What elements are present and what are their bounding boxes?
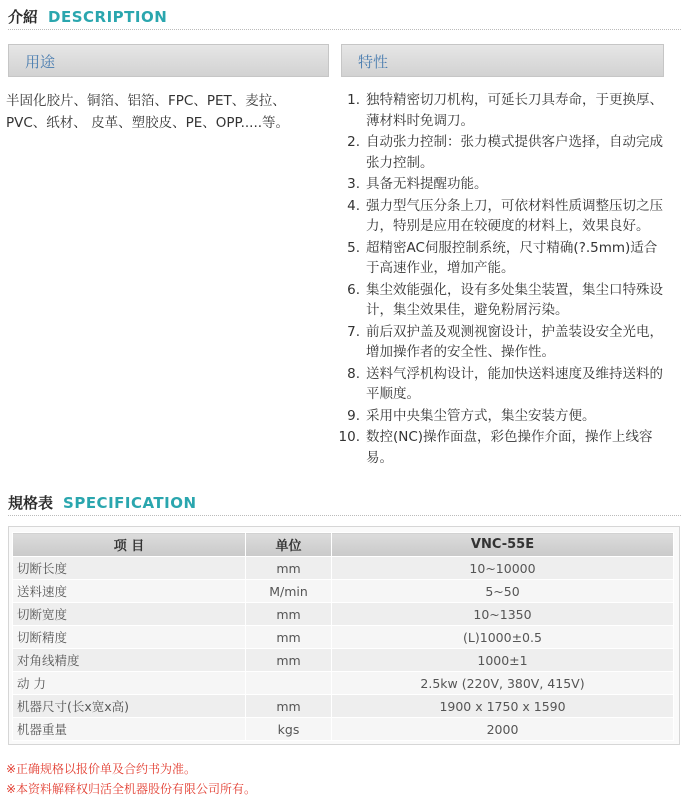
feature-item xyxy=(330,364,670,405)
feature-text: 采用中央集尘管方式，集尘安装方便。 xyxy=(366,407,596,424)
spec-row xyxy=(13,718,674,741)
spec-value-cell: 5~50 xyxy=(332,580,674,603)
spec-row xyxy=(13,695,674,718)
features-tab-label: 特性 xyxy=(358,53,389,71)
feature-number: 1. xyxy=(347,92,360,108)
feature-text: 独特精密切刀机构，可延长刀具寿命，于更换厚、薄材料时免调刀。 xyxy=(366,92,663,129)
feature-text: 超精密AC伺服控制系统，尺寸精确(?.5mm)适合于高速作业，增加产能。 xyxy=(366,239,658,276)
divider xyxy=(8,515,681,516)
features-tab xyxy=(341,44,664,77)
feature-number: 2. xyxy=(347,134,360,150)
feature-number: 10. xyxy=(338,429,360,445)
feature-item xyxy=(330,427,670,468)
spec-value-cell: (L)1000±0.5 xyxy=(332,626,674,649)
spec-item-cell: 机器尺寸(长x宽x高) xyxy=(13,695,246,718)
note-spec-basis: ※正确规格以报价单及合约书为准。 xyxy=(6,762,197,776)
spec-value-cell: 10~10000 xyxy=(332,557,674,580)
feature-text: 前后双护盖及观测视窗设计，护盖装设安全光电，增加操作者的安全性、操作性。 xyxy=(366,323,663,360)
spec-header-item: 项 目 xyxy=(13,533,246,557)
feature-number: 6. xyxy=(347,281,360,298)
feature-text: 强力型气压分条上刀，可依材料性质调整压切之压力，特别是应用在较硬度的材料上，效果良好。 xyxy=(366,197,663,234)
feature-number: 3. xyxy=(347,176,360,192)
spec-row xyxy=(13,672,674,695)
feature-item xyxy=(330,280,670,321)
spec-row xyxy=(13,603,674,626)
spec-unit-cell: mm xyxy=(246,626,332,649)
feature-item xyxy=(330,90,670,131)
spec-value-cell: 2.5kw (220V, 380V, 415V) xyxy=(332,672,674,695)
spec-item-cell: 切断精度 xyxy=(13,626,246,649)
spec-value-cell: 1000±1 xyxy=(332,649,674,672)
uses-tab xyxy=(8,44,329,77)
spec-header-model: VNC-55E xyxy=(332,533,674,557)
spec-row xyxy=(13,626,674,649)
description-title-cn: 介紹 xyxy=(8,8,39,26)
spec-unit-cell: mm xyxy=(246,649,332,672)
feature-number: 9. xyxy=(347,407,360,424)
uses-text: 半固化胶片、铜箔、铝箔、FPC、PET、麦拉、PVC、纸材、 皮革、塑胶皮、PE、OPP.....等。 xyxy=(6,93,290,131)
spec-item-cell: 动 力 xyxy=(13,672,246,695)
feature-item xyxy=(330,174,670,195)
specification-header xyxy=(8,492,197,516)
specification-title-cn: 規格表 xyxy=(8,494,54,512)
feature-number: 5. xyxy=(347,239,360,256)
feature-number: 4. xyxy=(347,197,360,214)
spec-unit-cell: mm xyxy=(246,603,332,626)
spec-row xyxy=(13,580,674,603)
feature-number: 7. xyxy=(347,323,360,340)
spec-header-unit: 单位 xyxy=(246,533,332,557)
feature-text: 自动张力控制：张力模式提供客户选择，自动完成张力控制。 xyxy=(366,134,663,171)
spec-item-cell: 机器重量 xyxy=(13,718,246,741)
feature-number: 8. xyxy=(347,365,360,382)
spec-unit-cell: mm xyxy=(246,695,332,718)
note-copyright: ※本资料解释权归活全机器股份有限公司所有。 xyxy=(6,782,257,796)
spec-value-cell: 1900 x 1750 x 1590 xyxy=(332,695,674,718)
description-header xyxy=(8,6,167,30)
feature-text: 具备无料提醒功能。 xyxy=(366,176,488,192)
spec-table-header-row xyxy=(13,533,674,557)
feature-item xyxy=(330,322,670,363)
divider xyxy=(8,29,681,30)
feature-item xyxy=(330,196,670,237)
spec-item-cell: 切断长度 xyxy=(13,557,246,580)
spec-item-cell: 对角线精度 xyxy=(13,649,246,672)
feature-item xyxy=(330,406,670,427)
spec-value-cell: 2000 xyxy=(332,718,674,741)
uses-tab-label: 用途 xyxy=(25,53,56,71)
description-title-en: DESCRIPTION xyxy=(48,8,168,26)
feature-item xyxy=(330,238,670,279)
spec-unit-cell xyxy=(246,672,332,695)
spec-value-cell: 10~1350 xyxy=(332,603,674,626)
feature-item xyxy=(330,132,670,173)
spec-unit-cell: M/min xyxy=(246,580,332,603)
feature-text: 数控(NC)操作面盘，彩色操作介面，操作上线容易。 xyxy=(366,429,653,466)
spec-unit-cell: mm xyxy=(246,557,332,580)
feature-text: 集尘效能强化，设有多处集尘装置，集尘口特殊设计，集尘效果佳，避免粉屑污染。 xyxy=(366,281,663,318)
spec-item-cell: 切断宽度 xyxy=(13,603,246,626)
spec-unit-cell: kgs xyxy=(246,718,332,741)
spec-row xyxy=(13,649,674,672)
spec-row xyxy=(13,557,674,580)
spec-item-cell: 送料速度 xyxy=(13,580,246,603)
specification-title-en: SPECIFICATION xyxy=(63,494,197,512)
feature-text: 送料气浮机构设计，能加快送料速度及维持送料的平顺度。 xyxy=(366,365,663,402)
features-list xyxy=(330,90,670,469)
spec-table xyxy=(12,532,674,741)
